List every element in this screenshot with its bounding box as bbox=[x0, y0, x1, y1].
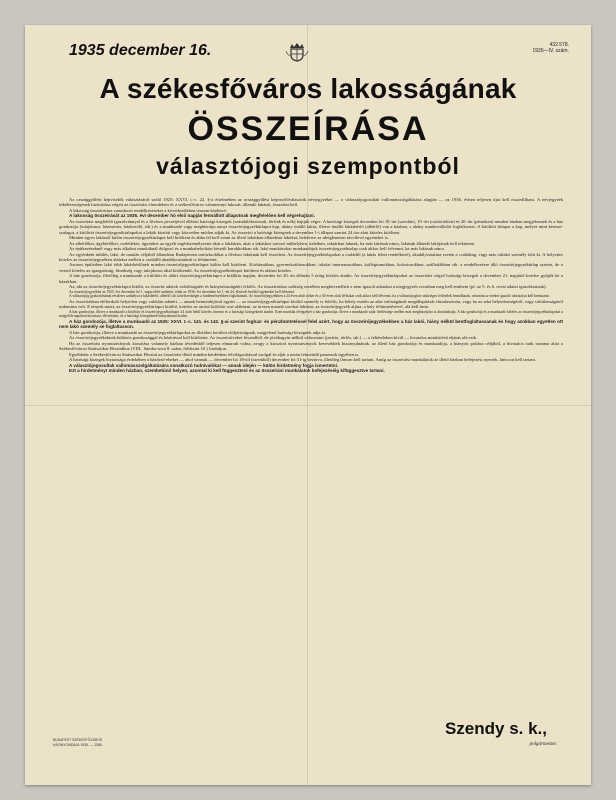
bold-paragraph: A lakosság összeírását az 1935. évi december hó első napján fennállott állapotnak megfelelően kell végrehajtani. bbox=[69, 213, 315, 219]
title-line-2: ÖSSZEÍRÁSA bbox=[187, 110, 429, 148]
bold-paragraph: A választójogosultak vallomásszolgáltatására vonatkozó tudnivalókat — annak idején — külön hirdetmény fogja ismertetni. bbox=[69, 362, 339, 368]
poster bbox=[25, 25, 591, 785]
paragraph: Az összeírójegyzékeknek különös gondossággal és kézírással kell kitöltetni. Az összeíróíveket hivatalból, de jóváhagyás nélkül változtatni (javítás, törlés, stb.) — a feltételeken kívül — hivatalos minősítésű eljárás alá esik. bbox=[69, 335, 478, 341]
title-line-1: A székesfőváros lakosságának bbox=[99, 73, 517, 104]
paragraph: A ház gondozója, illetve a munkaadó az összeírójegyzékürlapokat az illetékes kerületi elöljáróságnak, megjelenő hatósági közegnek adja át. bbox=[69, 329, 327, 335]
bold-paragraph: Ezt a hirdetményt minden házban, szembetűnő helyen, azonnal ki kell függeszteni és az összeírási munkálatok befejezéséig kifüggesztve tartani. bbox=[69, 368, 385, 374]
coat-of-arms-icon bbox=[284, 42, 310, 62]
paragraph: Az összeírójegyzékbe az 1925. évi december hó 1. napja előtt született, tehát az 1936. évi december hó 1.-én 24. életévét betöltő egyéneket kell felvenni. bbox=[69, 289, 295, 294]
printer-line1: BUDAPEST SZÉKESFŐVÁROS bbox=[53, 738, 103, 742]
paragraph: Minden egyes lakásról külön összeírójegyzékürlapot kell kitölteni és abba fel kell venni az illető lakásban állandóan lakókat, beleértve az ideiglenesen távollevő egyéneket is. bbox=[69, 235, 389, 241]
paragraph: A ház gondozója, illetőleg a munkaadó a kitöltött és aláírt összeírójegyzékürlapot a kiállítás napján, december hó 20.-án délután 5 óráig köteles átadni. Az összeírójegyzékürlapokat az összeírást végző hatósági közegek a december 21. napjától kezdve gyűjtik be a házakban. bbox=[59, 273, 563, 284]
reference-number-line2: 1935—IV. szám. bbox=[532, 48, 569, 54]
reference-number-line1: 432.578. bbox=[549, 42, 569, 48]
paragraph: A lakosság összeírására vonatkozó rendelkezéseket a következőkben teszem közhírré: bbox=[69, 207, 227, 213]
fold-crease-horizontal bbox=[25, 405, 591, 406]
bold-paragraph: A ház gondozója, illetve a munkaadó az 1925: XXVI. t.-c. 141. és 142. §-ai szerint foghaz- és pénzbüntetéssel felel azért, hogy az összeírójegyzékekben a ház lakói, hiány nélkül bentfoglaltassanak és hogy azokban egyetlen ott nem lakó személy se foglaltasson. bbox=[59, 318, 563, 330]
paragraph: Egyébként a Székesfővárosi Statisztikai Hivatal az összeírást illető minden kérdésben felvilágosítással szolgál és eljár a netán felmerülő panaszok ügyében is. bbox=[69, 351, 360, 357]
reference-number bbox=[532, 42, 569, 54]
paragraph: A ház gondozója, illetve a munkaadó a kitöltött és összeírójegyzékürlapot 24 órán belül köteles átvenni és a hatósági közegeknek átadni. Ezen munkák elvégzését a ház gondozója, illetve a munkaadó saját felelőssége mellett más megbízottjára is átruházhatja. A ház gondozója és a munkaadó köteles az összeírójegyzékürlapokat a megjelölt napokon kiosztani, ellenőrizni, és a hatósági közegeknek hiánytalanul átadni. bbox=[59, 309, 563, 319]
paragraph: Az összeírást megfelelő igazolvánnyal és a főváros pecsétjével ellátott hatósági közegek (számlálóbiztosok, férfiak és nők) hajtják végre. A hatósági közegek december hó 18.-án (szerdán), 19.-én (csütörtökön) és 20.-án (pénteken) minden házban megjelennek és a ház gondozója (tulajdonos, házmester, házkezelő, stb.) és a munkaadó vagy megbízottja annyi összeírójegyzékürlapot kap, ahány önálló lakás, illetve önálló lakásbérlő (albérlő) van a házban, s ahány munkavállalót foglalkoztat. A kitöltött űrlapot a kap, melyet mint kereszt-szalagot, a kitöltött összeírójegyzékürlapokat a lakók közötti vagy közvetlen módon adják ki. Az összeíró a hatósági közegnek a december 1-i állapot szerint 24 óra alatt köteles kitölteni. bbox=[59, 218, 563, 235]
paragraph: Az országgyűlési képviselők választásáról szóló 1925: XXVI. t.-c. 22. §-a értelmében az országgyűlési képviselőválasztók névjegyzéket — a választójogosultak vallomásszolgáltatása alapján — az 1936. évben teljesen újra kell összeállítani. A névjegyzék tökéletességének biztosítása végett az összeírást elrendelem és a székesfőváros valamennyi lakosát, állandó lakását, összeírni kell. bbox=[59, 197, 563, 208]
printer-imprint bbox=[53, 738, 103, 747]
paragraph: Az egyénként üdülés, lakó, de tanulás céljából állandóan Budapesten tartózkodókat a főváros lakóinak kell összeírni. Az összeírójegyzékürlapokat a családfő (a lakás felett rendelkező), akadályoztatása esetén a családtag, vagy más ottlakó személy tölti ki. A helyettes köteles az összeírójegyzéken aláírása mellett a családfő akadályoztatását is feltüntetni. bbox=[59, 251, 563, 262]
paragraph bbox=[59, 368, 563, 373]
paragraph bbox=[59, 319, 563, 330]
paragraph: A hatósági közegek biztonsága érdekében a házőrző-ebeket — ahol vannak — december hó 18-tól (szerdától) december hó 31-ig bezárva, illetőleg láncon kell tartani. Amíg az összeírási munkálatok az illető házban befejezést nyertek, lánccon kell tartani. bbox=[69, 357, 537, 363]
signature-name: Szendy s. k., bbox=[444, 719, 547, 738]
paragraph: Ha az összeírási nyomtatványok kiosztása valamely házban tévedésből teljesen elmaradt volna, avagy a kiosztott nyomtatványok kevesebbek bizonyulnának, az illető ház gondozója és munkaadója, a hiányok pótlása céljából, a hivatalos órák tartama alatt a Székesfővárosi Statisztikai Hivatalhoz (VIII., Sándor-utca 8. szám, földszint 10.) forduljon. bbox=[59, 340, 563, 352]
poster-body-text bbox=[59, 197, 563, 374]
title-line-3: választójogi szempontból bbox=[156, 153, 460, 179]
signature-title: polgármester. bbox=[529, 742, 557, 747]
paragraph: Az, aki az összeírójegyzékürlapot kitölti, az összeírt adatok valódiságáért és hiánytalanságáért felelős. Az összeíráshoz szükség esetében megkövetelheti a nem igazolt adatokat a megjegyzés rovatban meg kell említeni (pl. az 5. és 6. rovat adatai igazolásainak). bbox=[69, 284, 547, 290]
paragraph: Azonos épületben lakó több lakásbérlőnek minden összeírójegyzékürlapot külön kell kitölteni. Kórházakban, gyermekotthonokban, iskolai internatusokban, kollégiumokban, kolostorokban, szállodákban stb. a rendelkezésre álló összeírójegyzékürlap szerint, de a vezető köteles az igazgatóság, főnökség vagy tulajdonos által kitöltendő. Az összeírójegyzékürlapot kitölteni és aláírni köteles. bbox=[59, 262, 563, 273]
paragraph: Az építkezéseknél vagy más alkalmi munkáknál dolgozó és a munkahelyükön készült barakkokban stb. lakó munkásokat munkaadójuk összeírójegyzékürlap csak akkor kell felvenni, ha más lakásuk nincs. bbox=[69, 246, 446, 252]
paragraph: Az összeírásban előforduló helytelen vagy valótlan adatért — annak bemondójával együtt — az összeírójegyzékürlapot kitöltő személy is felelős, ha kétely esetén az adat valóságának megállapítását elmulasztotta, vagy ha az adat helytelenségéről, vagy valótlanságáról tudomása volt. E tények miatt, az összeírójegyzékürlapot kitöltő, köteles az utolsó kitöltött sort aláhúzni, az üresen maradt sorokat áthúzni, az összeírójegyzék aljára, a hely feltüntetésével, alá kell írnia. bbox=[59, 298, 563, 310]
paragraph: Az albérlőket, ágybérlőket, cselédeket, ügynöket az egyéb segédszemélyzetet akár a lakásban, akár a lakáshoz tartozó műhelyben, üzletben, raktárban laknak, ha más lakásuk nincs, lakásuk állandó lakójának kell tekinteni. bbox=[69, 240, 476, 246]
poster-date: 1935 december 16. bbox=[69, 42, 212, 59]
paragraph: A választójog gyakorlásának részletes szabályai a lakásbérlő, albérlő stb. kötelezettségei a hirdetményekben foglaltatnak. Az összeírójegyzékben a 24 éven aluli nőket és a 30 éven aluli férfiakat csak akkor kell felvenni, ha a választójoghoz szükséges feltételek fennállanak, valamint az ezeket igazoló okiratokat kell bemutatni. bbox=[69, 294, 550, 299]
printer-line2: HÁZINYOMDÁJA 1935. — 1365. bbox=[53, 742, 103, 747]
